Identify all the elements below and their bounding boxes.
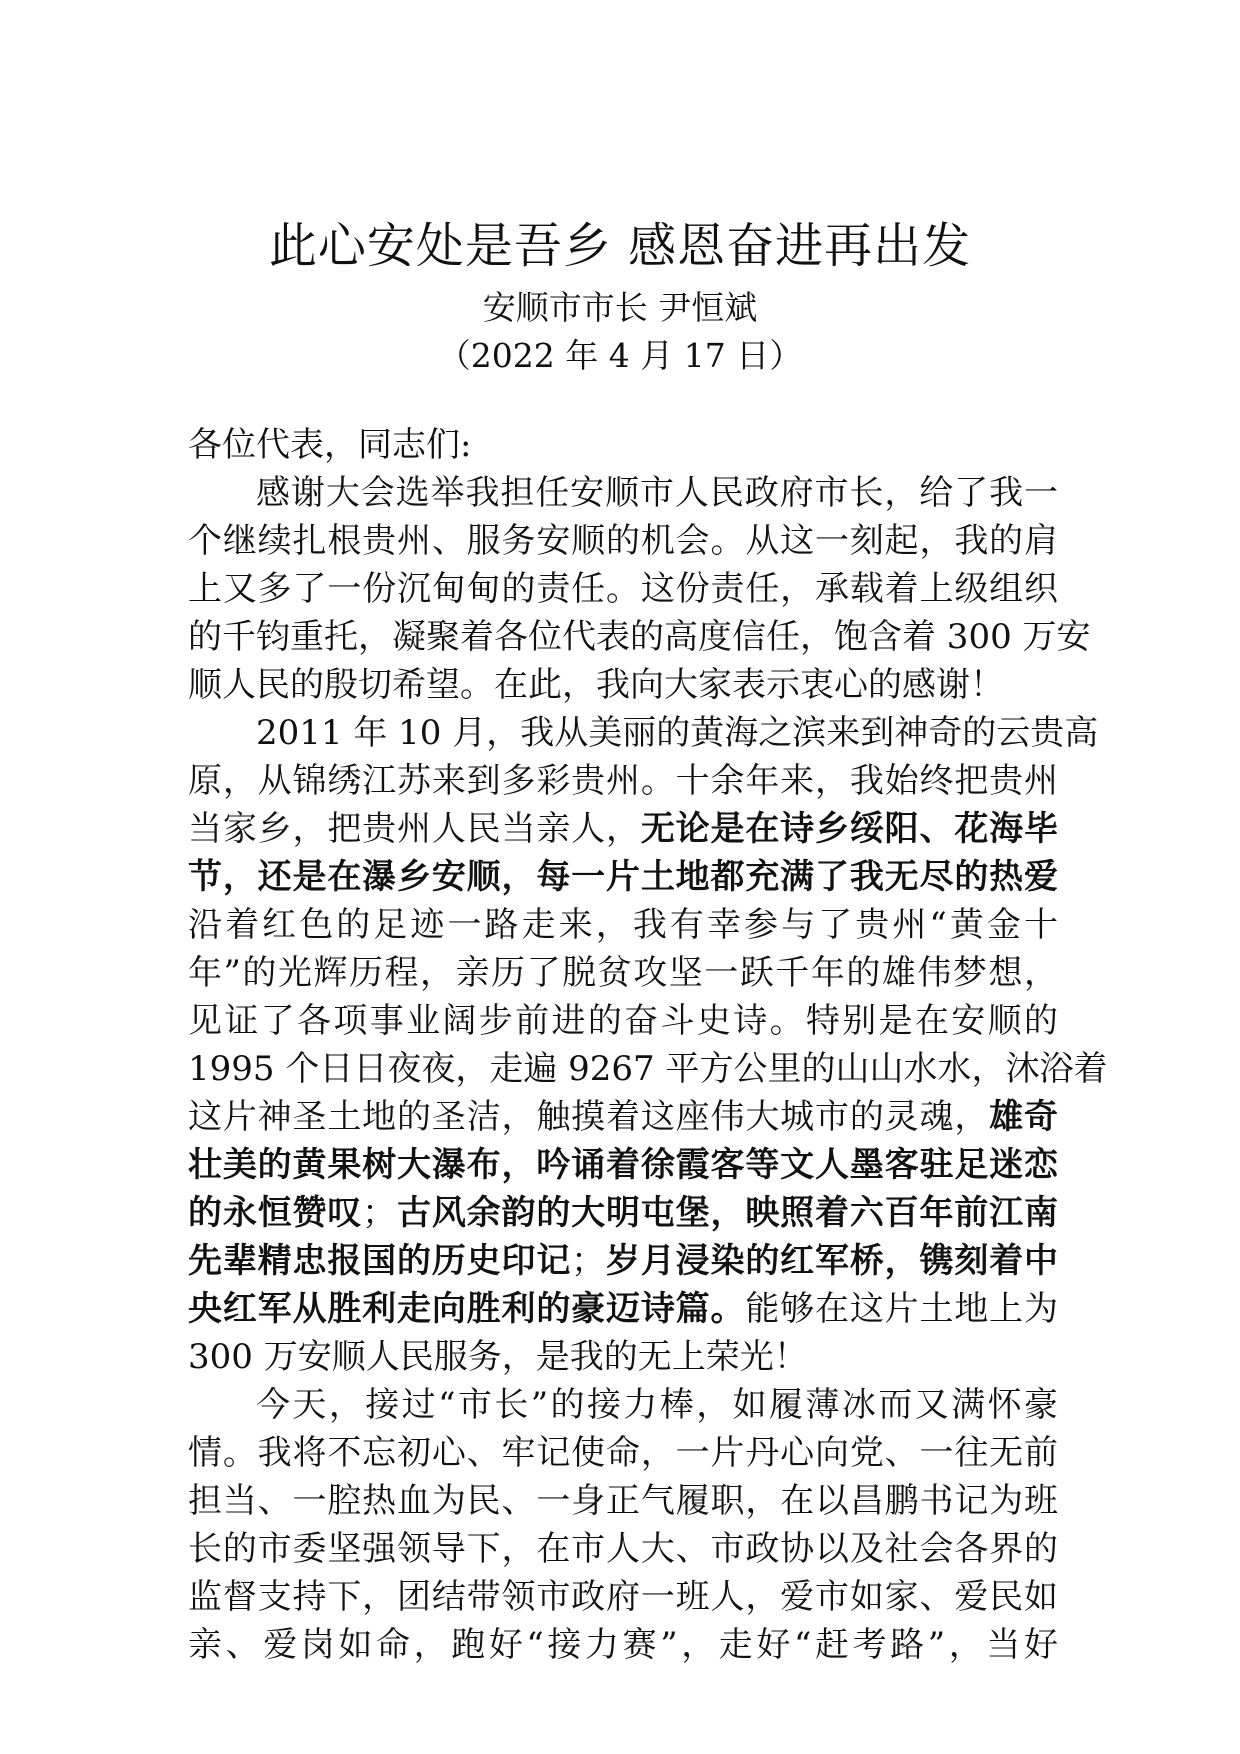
paragraph-2-line: 2011 年 10 月，我从美丽的黄海之滨来到神奇的云贵高 <box>256 713 1099 753</box>
paragraph-2-line-bold: 节，还是在瀑乡安顺，每一片土地都充满了我无尽的热爱 <box>188 857 1058 897</box>
bold-text: 央红军从胜利走向胜利的豪迈诗篇。 <box>188 1289 746 1329</box>
paragraph-3-line: 担当、一腔热血为民、一身正气履职，在以昌鹏书记为班 <box>188 1481 1058 1521</box>
paragraph-2-line <box>188 1285 1058 1333</box>
bold-text: 岁月浸染的红军桥，镌刻着中 <box>605 1241 1059 1281</box>
bold-text: 先辈精忠报国的历史印记 <box>188 1241 572 1281</box>
paragraph-2-line <box>188 805 1058 853</box>
paragraph-3-line: 情。我将不忘初心、牢记使命，一片丹心向党、一往无前 <box>188 1433 1058 1473</box>
paragraph-2-line: 年”的光辉历程，亲历了脱贫攻坚一跃千年的雄伟梦想， <box>188 953 1058 993</box>
paragraph-2-line: 原，从锦绣江苏来到多彩贵州。十余年来，我始终把贵州 <box>188 761 1058 801</box>
normal-text: ； <box>362 1193 397 1233</box>
paragraph-1-line: 顺人民的殷切希望。在此，我向大家表示衷心的感谢！ <box>188 665 1004 705</box>
bold-text: 古风余韵的大明屯堡，映照着六百年前江南 <box>396 1193 1059 1233</box>
paragraph-2-line-bold: 壮美的黄果树大瀑布，吟诵着徐霞客等文人墨客驻足迷恋 <box>188 1145 1058 1185</box>
paragraph-2-line <box>188 1093 1058 1141</box>
paragraph-3-line: 亲、爱岗如命，跑好“接力赛”，走好“赶考路”，当好 <box>188 1625 1058 1665</box>
author-line: 安顺市市长 尹恒斌 <box>482 288 758 327</box>
bold-text: 雄奇 <box>989 1097 1059 1137</box>
paragraph-1-line: 感谢大会选举我担任安顺市人民政府市长，给了我一 <box>256 473 1058 513</box>
document-body <box>188 421 1108 1669</box>
paragraph-3-line: 监督支持下，团结带领市政府一班人，爱市如家、爱民如 <box>188 1577 1058 1617</box>
paragraph-3-line: 长的市委坚强领导下，在市人大、市政协以及社会各界的 <box>188 1529 1058 1569</box>
paragraph-2-line: 1995 个日日夜夜，走遍 9267 平方公里的山山水水，沐浴着 <box>188 1049 1108 1089</box>
normal-text: 这片神圣土地的圣洁，触摸着这座伟大城市的灵魂， <box>188 1097 990 1137</box>
date-line: （2022 年 4 月 17 日） <box>437 336 803 375</box>
paragraph-1-line: 个继续扎根贵州、服务安顺的机会。从这一刻起，我的肩 <box>188 521 1058 561</box>
bold-text: 的永恒赞叹 <box>188 1193 363 1233</box>
normal-text: ； <box>571 1241 606 1281</box>
paragraph-2-line: 300 万安顺人民服务，是我的无上荣光！ <box>188 1337 808 1377</box>
bold-text: 无论是在诗乡绥阳、花海毕 <box>640 809 1059 849</box>
normal-text: 能够在这片土地上为 <box>745 1289 1059 1329</box>
paragraph-1-line: 上又多了一份沉甸甸的责任。这份责任，承载着上级组织 <box>188 569 1058 609</box>
normal-text: 当家乡，把贵州人民当亲人， <box>188 809 641 849</box>
document-title: 此心安处是吾乡 感恩奋进再出发 <box>268 218 972 274</box>
paragraph-2-line <box>188 1189 1058 1237</box>
paragraph-2-line: 见证了各项事业阔步前进的奋斗史诗。特别是在安顺的 <box>188 1001 1058 1041</box>
paragraph-3-line: 今天，接过“市长”的接力棒，如履薄冰而又满怀豪 <box>256 1385 1058 1425</box>
paragraph-2-line <box>188 1237 1058 1285</box>
paragraph-1-line: 的千钧重托，凝聚着各位代表的高度信任，饱含着 300 万安 <box>188 617 1091 657</box>
salutation: 各位代表，同志们: <box>188 425 472 465</box>
paragraph-2-line: 沿着红色的足迹一路走来，我有幸参与了贵州“黄金十 <box>188 905 1058 945</box>
